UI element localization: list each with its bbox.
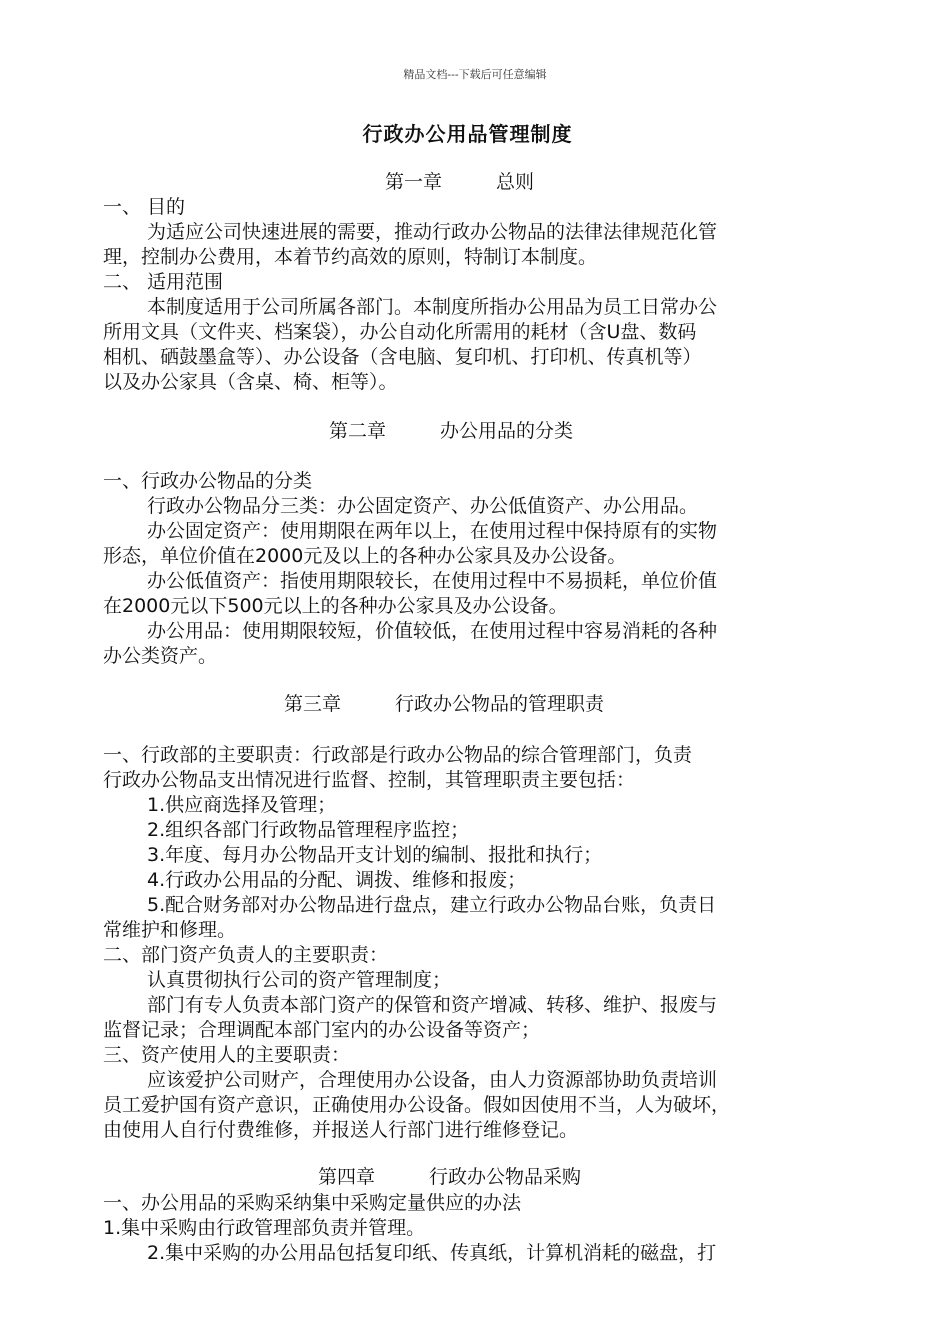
section-heading: 一、行政部的主要职责：行政部是行政办公物品的综合管理部门，负责 [103,744,693,766]
paragraph-line: 由使用人自行付费维修，并报送人行部门进行维修登记。 [103,1119,579,1141]
paragraph-line: 办公低值资产：指使用期限较长，在使用过程中不易损耗，单位价值 [147,570,718,592]
section-heading: 一、办公用品的采购采纳集中采购定量供应的办法 [103,1192,522,1214]
chapter-heading [284,692,604,717]
list-item: 3.年度、每月办公物品开支计划的编制、报批和执行； [147,844,603,866]
paragraph-line: 2.集中采购的办公用品包括复印纸、传真纸，计算机消耗的磁盘，打 [147,1242,717,1264]
section-heading: 二、部门资产负责人的主要职责： [103,944,389,966]
chapter-name: 办公用品的分类 [440,420,574,442]
paragraph-line: 为适应公司快速进展的需要，推动行政办公物品的法律法律规范化管 [147,221,718,243]
list-item: 4.行政办公用品的分配、调拨、维修和报废； [147,869,527,891]
section-heading: 二、 适用范围 [103,271,224,293]
chapter-name: 总则 [496,171,535,193]
chapter-heading [385,170,534,195]
document-title: 行政办公用品管理制度 [362,122,573,146]
paragraph-line: 常维护和修理。 [103,919,237,941]
chapter-heading [329,419,573,444]
list-item: 2.组织各部门行政物品管理程序监控； [147,819,470,841]
paragraph-line: 1.集中采购由行政管理部负责并管理。 [103,1217,426,1239]
chapter-name: 行政办公物品的管理职责 [395,693,605,715]
paragraph-line: 理，控制办公费用，本着节约高效的原则，特制订本制度。 [103,246,598,268]
paragraph-line: 部门有专人负责本部门资产的保管和资产增减、转移、维护、报废与 [147,994,718,1016]
paragraph-line: 相机、硒鼓墨盒等）、办公设备（含电脑、复印机、打印机、传真机等） [103,346,702,368]
list-item: 5.配合财务部对办公物品进行盘点，建立行政办公物品台账，负责日 [147,894,717,916]
paragraph-line: 行政办公物品分三类：办公固定资产、办公低值资产、办公用品。 [147,495,699,517]
list-item: 1.供应商选择及管理； [147,794,337,816]
paragraph-line: 在2000元以下500元以上的各种办公家具及办公设备。 [103,595,568,617]
section-heading: 一、 目的 [103,196,186,218]
chapter-number: 第一章 [385,171,443,193]
paragraph-line: 办公固定资产：使用期限在两年以上，在使用过程中保持原有的实物 [147,520,718,542]
chapter-number: 第二章 [329,420,387,442]
paragraph-line: 监督记录；合理调配本部门室内的办公设备等资产； [103,1019,541,1041]
paragraph-line: 应该爱护公司财产，合理使用办公设备，由人力资源部协助负责培训 [147,1069,718,1091]
paragraph-line: 以及办公家具（含桌、椅、柜等）。 [103,371,398,393]
section-heading: 一、行政办公物品的分类 [103,470,313,492]
chapter-name: 行政办公物品采购 [429,1166,582,1188]
paragraph-line: 办公用品：使用期限较短，价值较低，在使用过程中容易消耗的各种 [147,620,718,642]
paragraph-line: 认真贯彻执行公司的资产管理制度； [147,969,452,991]
paragraph-line: 办公类资产。 [103,645,218,667]
chapter-heading [318,1165,581,1190]
paragraph-line: 行政办公物品支出情况进行监督、控制，其管理职责主要包括： [103,769,636,791]
chapter-number: 第三章 [284,693,342,715]
page-header: 精品文档---下载后可任意编辑 [403,68,547,81]
paragraph-line: 形态，单位价值在2000元及以上的各种办公家具及办公设备。 [103,545,627,567]
paragraph-line: 员工爱护国有资产意识，正确使用办公设备。假如因使用不当，人为破坏， [103,1094,731,1116]
paragraph-line: 本制度适用于公司所属各部门。本制度所指办公用品为员工日常办公 [147,296,718,318]
section-heading: 三、资产使用人的主要职责： [103,1044,351,1066]
paragraph-line: 所用文具（文件夹、档案袋），办公自动化所需用的耗材（含U盘、数码 [103,321,697,343]
chapter-number: 第四章 [318,1166,376,1188]
